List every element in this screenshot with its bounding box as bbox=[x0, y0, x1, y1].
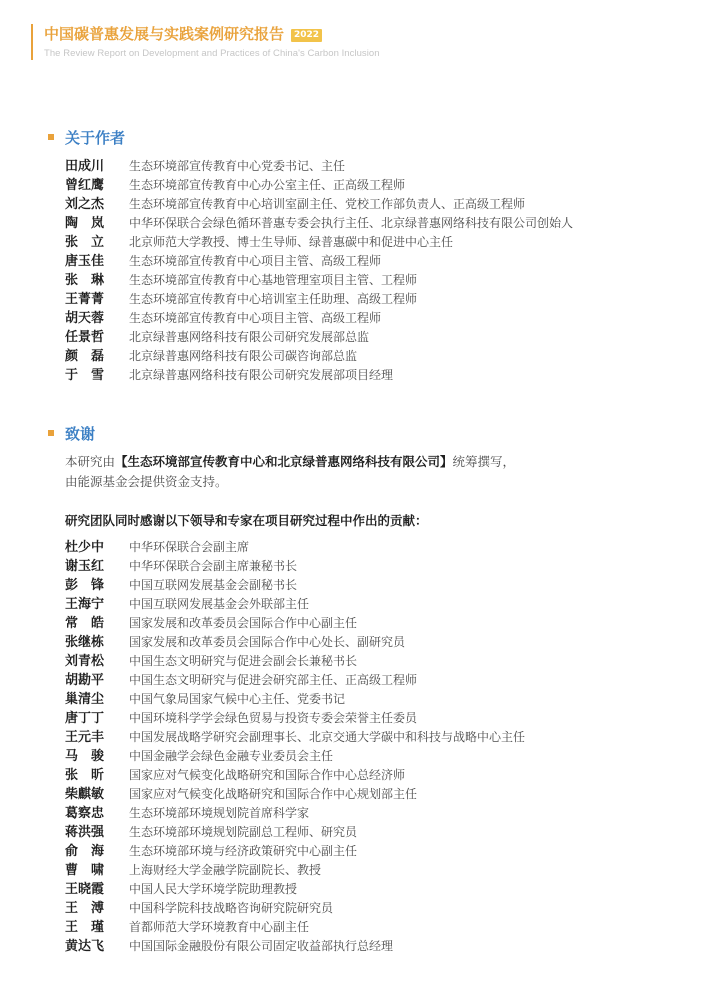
thanks-line: 研究团队同时感谢以下领导和专家在项目研究过程中作出的贡献： bbox=[65, 513, 428, 528]
expert-entry bbox=[65, 784, 525, 803]
person-name: 马 骏 bbox=[65, 749, 105, 764]
expert-entry bbox=[65, 879, 525, 898]
person-role: 中国气象局国家气候中心主任、党委书记 bbox=[129, 692, 346, 706]
person-role: 国家发展和改革委员会国际合作中心处长、副研究员 bbox=[129, 635, 406, 649]
person-name: 王 瑾 bbox=[65, 920, 105, 935]
person-name: 蒋洪强 bbox=[65, 825, 105, 840]
section-bullet-icon bbox=[48, 134, 54, 140]
person-name: 常 皓 bbox=[65, 616, 105, 631]
person-role: 中国人民大学环境学院助理教授 bbox=[129, 882, 298, 896]
acknowledgement-intro bbox=[65, 452, 515, 492]
author-entry bbox=[65, 156, 573, 175]
expert-entry bbox=[65, 746, 525, 765]
person-role: 中华环保联合会绿色循环普惠专委会执行主任、北京绿普惠网络科技有限公司创始人 bbox=[129, 216, 574, 230]
author-entry bbox=[65, 194, 573, 213]
person-name: 曾红鹰 bbox=[65, 178, 105, 193]
expert-entry bbox=[65, 936, 525, 955]
person-name: 陶 岚 bbox=[65, 216, 105, 231]
report-title bbox=[44, 24, 322, 44]
acknowledged-experts-list bbox=[65, 537, 525, 955]
person-name: 田成川 bbox=[65, 159, 105, 174]
author-entry bbox=[65, 213, 573, 232]
person-name: 王元丰 bbox=[65, 730, 105, 745]
section-heading-acknowledgements bbox=[48, 424, 95, 444]
report-title-text: 中国碳普惠发展与实践案例研究报告 bbox=[44, 25, 285, 43]
person-role: 北京绿普惠网络科技有限公司碳咨询部总监 bbox=[129, 349, 358, 363]
section-heading-authors bbox=[48, 128, 125, 148]
person-role: 生态环境部宣传教育中心项目主管、高级工程师 bbox=[129, 311, 382, 325]
person-role: 生态环境部宣传教育中心培训室主任助理、高级工程师 bbox=[129, 292, 418, 306]
person-role: 中国科学院科技战略咨询研究院研究员 bbox=[129, 901, 334, 915]
section-bullet-icon bbox=[48, 430, 54, 436]
person-name: 王菁菁 bbox=[65, 292, 105, 307]
person-name: 张 昕 bbox=[65, 768, 105, 783]
expert-entry bbox=[65, 841, 525, 860]
intro-organizations: 【生态环境部宣传教育中心和北京绿普惠网络科技有限公司】 bbox=[115, 454, 453, 469]
person-role: 生态环境部环境规划院副总工程师、研究员 bbox=[129, 825, 358, 839]
person-name: 巢清尘 bbox=[65, 692, 105, 707]
person-name: 黄达飞 bbox=[65, 939, 105, 954]
person-name: 胡勘平 bbox=[65, 673, 105, 688]
person-role: 首都师范大学环境教育中心副主任 bbox=[129, 920, 310, 934]
header-accent-bar bbox=[31, 24, 33, 60]
expert-entry bbox=[65, 594, 525, 613]
expert-entry bbox=[65, 822, 525, 841]
person-role: 中国互联网发展基金会外联部主任 bbox=[129, 597, 310, 611]
intro-line-2: 由能源基金会提供资金支持。 bbox=[65, 474, 228, 489]
expert-entry bbox=[65, 575, 525, 594]
person-name: 任景哲 bbox=[65, 330, 105, 345]
person-name: 刘青松 bbox=[65, 654, 105, 669]
person-name: 谢玉红 bbox=[65, 559, 105, 574]
expert-entry bbox=[65, 917, 525, 936]
section-title: 致谢 bbox=[65, 425, 96, 443]
person-name: 王 溥 bbox=[65, 901, 105, 916]
author-entry bbox=[65, 175, 573, 194]
person-role: 国家应对气候变化战略研究和国际合作中心总经济师 bbox=[129, 768, 406, 782]
person-role: 国家应对气候变化战略研究和国际合作中心规划部主任 bbox=[129, 787, 418, 801]
person-role: 国家发展和改革委员会国际合作中心副主任 bbox=[129, 616, 358, 630]
person-name: 王海宁 bbox=[65, 597, 105, 612]
person-role: 北京师范大学教授、博士生导师、绿普惠碳中和促进中心主任 bbox=[129, 235, 454, 249]
person-role: 生态环境部环境与经济政策研究中心副主任 bbox=[129, 844, 358, 858]
section-title: 关于作者 bbox=[65, 129, 126, 147]
person-name: 张继栋 bbox=[65, 635, 105, 650]
person-name: 杜少中 bbox=[65, 540, 105, 555]
person-role: 中国生态文明研究与促进会研究部主任、正高级工程师 bbox=[129, 673, 418, 687]
person-name: 唐丁丁 bbox=[65, 711, 105, 726]
person-name: 彭 锋 bbox=[65, 578, 105, 593]
person-role: 生态环境部宣传教育中心项目主管、高级工程师 bbox=[129, 254, 382, 268]
expert-entry bbox=[65, 727, 525, 746]
expert-entry bbox=[65, 765, 525, 784]
year-badge: 2022 bbox=[291, 29, 322, 42]
author-entry bbox=[65, 346, 573, 365]
expert-entry bbox=[65, 632, 525, 651]
report-subtitle: The Review Report on Development and Practices of China's Carbon Inclusion bbox=[44, 48, 380, 59]
person-role: 生态环境部宣传教育中心办公室主任、正高级工程师 bbox=[129, 178, 406, 192]
person-role: 北京绿普惠网络科技有限公司研究发展部总监 bbox=[129, 330, 370, 344]
expert-entry bbox=[65, 556, 525, 575]
person-role: 中国互联网发展基金会副秘书长 bbox=[129, 578, 298, 592]
person-role: 北京绿普惠网络科技有限公司研究发展部项目经理 bbox=[129, 368, 394, 382]
person-name: 于 雪 bbox=[65, 368, 105, 383]
expert-entry bbox=[65, 670, 525, 689]
person-name: 张 琳 bbox=[65, 273, 105, 288]
author-entry bbox=[65, 289, 573, 308]
expert-entry bbox=[65, 898, 525, 917]
expert-entry bbox=[65, 860, 525, 879]
author-entry bbox=[65, 232, 573, 251]
person-name: 颜 磊 bbox=[65, 349, 105, 364]
person-role: 中国发展战略学研究会副理事长、北京交通大学碳中和科技与战略中心主任 bbox=[129, 730, 526, 744]
expert-entry bbox=[65, 651, 525, 670]
author-entry bbox=[65, 365, 573, 384]
author-entry bbox=[65, 308, 573, 327]
authors-list bbox=[65, 156, 573, 384]
person-name: 刘之杰 bbox=[65, 197, 105, 212]
person-role: 生态环境部宣传教育中心基地管理室项目主管、工程师 bbox=[129, 273, 418, 287]
intro-pre: 本研究由 bbox=[65, 454, 116, 469]
person-role: 中华环保联合会副主席兼秘书长 bbox=[129, 559, 298, 573]
expert-entry bbox=[65, 689, 525, 708]
person-role: 生态环境部宣传教育中心培训室副主任、党校工作部负责人、正高级工程师 bbox=[129, 197, 526, 211]
expert-entry bbox=[65, 803, 525, 822]
expert-entry bbox=[65, 537, 525, 556]
author-entry bbox=[65, 327, 573, 346]
person-name: 王晓霞 bbox=[65, 882, 105, 897]
person-role: 中国国际金融股份有限公司固定收益部执行总经理 bbox=[129, 939, 394, 953]
expert-entry bbox=[65, 708, 525, 727]
person-name: 俞 海 bbox=[65, 844, 105, 859]
person-name: 柴麒敏 bbox=[65, 787, 105, 802]
person-role: 生态环境部宣传教育中心党委书记、主任 bbox=[129, 159, 346, 173]
person-name: 曹 啸 bbox=[65, 863, 105, 878]
person-name: 胡天蓉 bbox=[65, 311, 105, 326]
person-role: 中国环境科学学会绿色贸易与投资专委会荣誉主任委员 bbox=[129, 711, 418, 725]
expert-entry bbox=[65, 613, 525, 632]
intro-post: 统筹撰写， bbox=[452, 454, 516, 469]
author-entry bbox=[65, 251, 573, 270]
author-entry bbox=[65, 270, 573, 289]
person-role: 中国金融学会绿色金融专业委员会主任 bbox=[129, 749, 334, 763]
person-role: 上海财经大学金融学院副院长、教授 bbox=[129, 863, 322, 877]
person-role: 生态环境部环境规划院首席科学家 bbox=[129, 806, 310, 820]
person-name: 唐玉佳 bbox=[65, 254, 105, 269]
person-role: 中国生态文明研究与促进会副会长兼秘书长 bbox=[129, 654, 358, 668]
person-name: 张 立 bbox=[65, 235, 105, 250]
person-name: 葛察忠 bbox=[65, 806, 105, 821]
person-role: 中华环保联合会副主席 bbox=[129, 540, 250, 554]
